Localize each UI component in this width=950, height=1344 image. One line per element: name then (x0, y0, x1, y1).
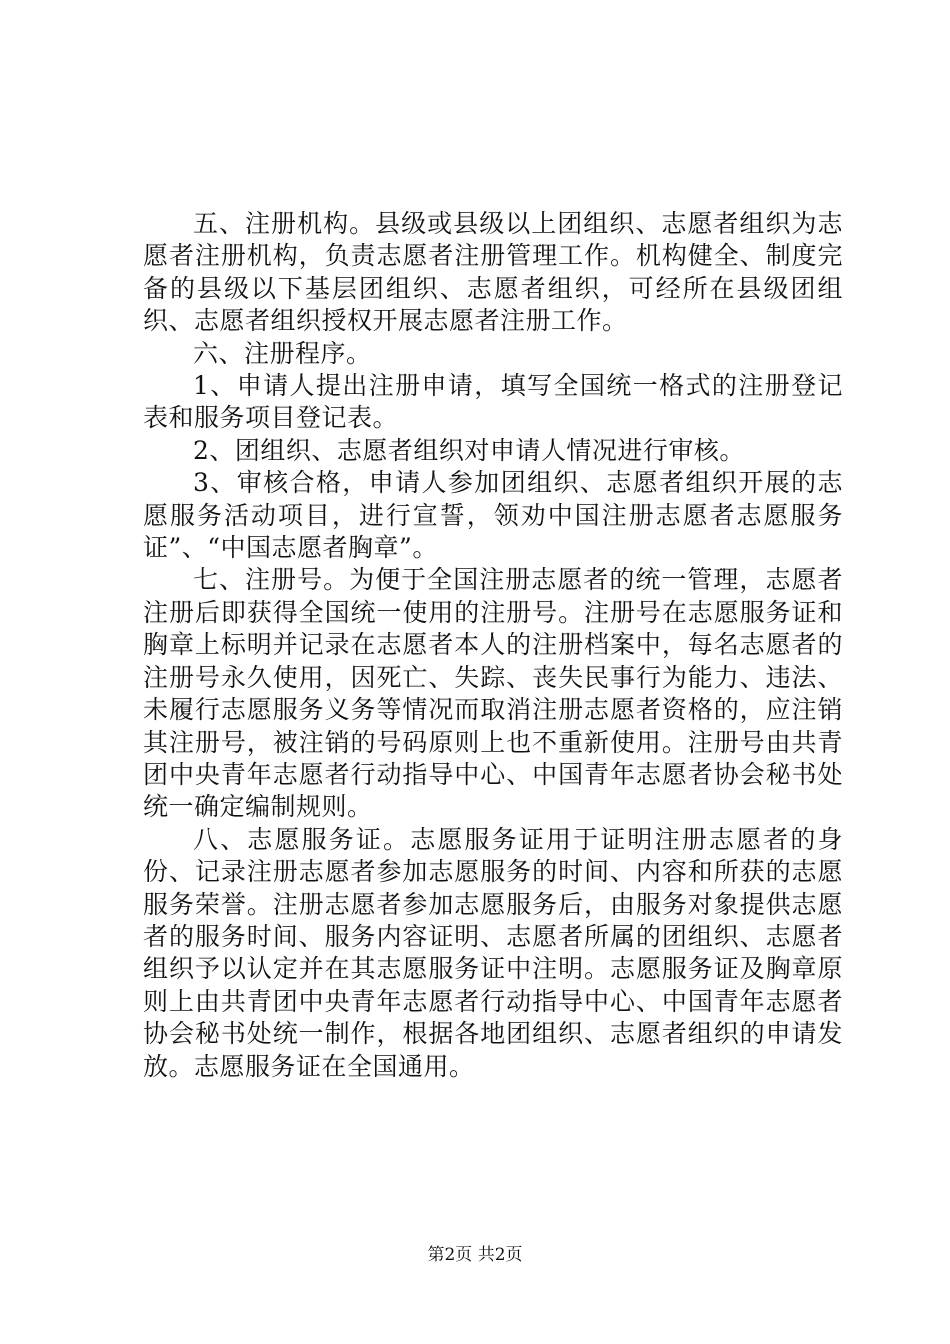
paragraph-step-2: 2、团组织、志愿者组织对申请人情况进行审核。 (193, 435, 745, 465)
paragraph-section-8: 八、志愿服务证。志愿服务证用于证明注册志愿者的身份、记录注册志愿者参加志愿服务的时间、内容和所获的志愿服务荣誉。注册志愿者参加志愿服务后，由服务对象提供志愿者的服务时间、服务内容证明、志愿者所属的团组织、志愿者组织予以认定并在其志愿服务证中注明。志愿服务证及胸章原则上由共青团中央青年志愿者行动指导中心、中国青年志愿者协会秘书处统一制作，根据各地团组织、志愿者组织的申请发放。志愿服务证在全国通用。 (143, 824, 843, 1081)
page-footer (0, 1244, 950, 1266)
paragraph-step-1: 1、申请人提出注册申请，填写全国统一格式的注册登记表和服务项目登记表。 (143, 371, 843, 433)
paragraph-section-6: 六、注册程序。 (193, 338, 372, 368)
paragraph-step-3: 3、审核合格，申请人参加团组织、志愿者组织开展的志愿服务活动项目，进行宣誓，领劝中国注册志愿者志愿服务证”、“中国志愿者胸章”。 (143, 468, 843, 563)
document-body (143, 208, 843, 1083)
paragraph-section-5: 五、注册机构。县级或县级以上团组织、志愿者组织为志愿者注册机构，负责志愿者注册管理工作。机构健全、制度完备的县级以下基层团组织、志愿者组织，可经所在县级团组织、志愿者组织授权开展志愿者注册工作。 (143, 209, 843, 336)
page-number-label: 第2页 共2页 (427, 1245, 523, 1265)
paragraph-section-7: 七、注册号。为便于全国注册志愿者的统一管理，志愿者注册后即获得全国统一使用的注册号。注册号在志愿服务证和胸章上标明并记录在志愿者本人的注册档案中，每名志愿者的注册号永久使用，因死亡、失踪、丧失民事行为能力、违法、未履行志愿服务义务等情况而取消注册志愿者资格的，应注销其注册号，被注销的号码原则上也不重新使用。注册号由共青团中央青年志愿者行动指导中心、中国青年志愿者协会秘书处统一确定编制规则。 (143, 565, 843, 822)
